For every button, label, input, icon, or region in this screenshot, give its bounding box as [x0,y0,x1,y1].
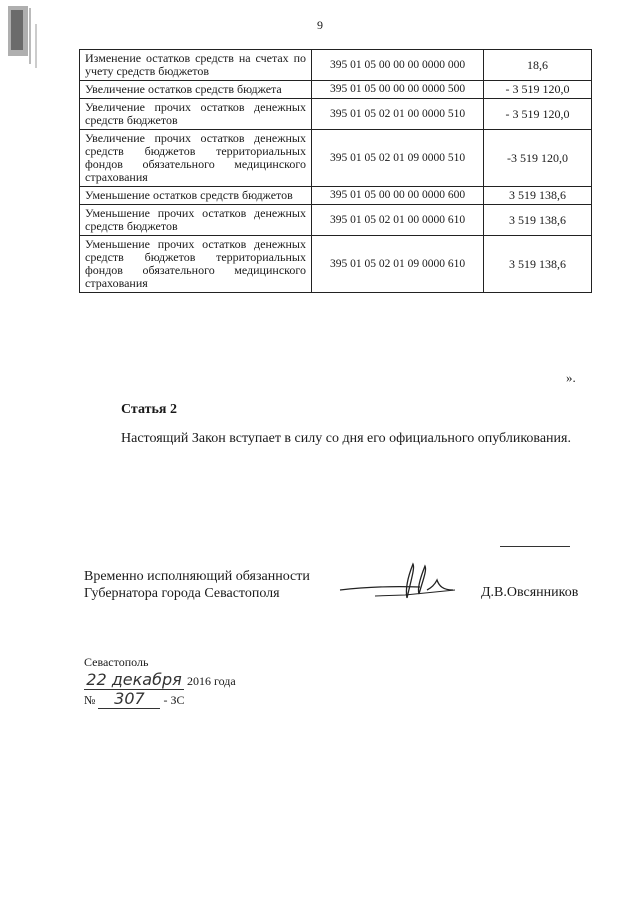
signer-name: Д.В.Овсянников [481,585,579,600]
row-value-cell: -3 519 120,0 [484,130,592,187]
table-row [80,130,592,187]
date-handwritten: 22 декабря [84,670,184,690]
row-code-cell: 395 01 05 00 00 00 0000 500 [312,81,484,99]
row-name-cell: Уменьшение прочих остатков денежных средств бюджетов [80,205,312,236]
row-value-cell: 3 519 138,6 [484,205,592,236]
closing-quote: ». [566,370,576,385]
table-row [80,205,592,236]
signer-title [84,568,310,602]
number-prefix: № [84,693,96,707]
place-label: Севастополь [84,655,149,669]
table-row [80,236,592,293]
row-name-cell: Увеличение прочих остатков денежных средств бюджетов [80,99,312,130]
article-title: Статья 2 [121,402,177,417]
row-name-cell: Увеличение прочих остатков денежных средств бюджетов территориальных фондов обязательного медицинского страхования [80,130,312,187]
row-name-cell: Уменьшение остатков средств бюджетов [80,187,312,205]
number-suffix: - ЗС [163,693,185,707]
signature-line [500,546,570,547]
table-row [80,50,592,81]
row-value-cell: 3 519 138,6 [484,187,592,205]
date-suffix: 2016 года [187,674,236,688]
date-line [84,670,236,688]
row-value-cell: 18,6 [484,50,592,81]
row-code-cell: 395 01 05 00 00 00 0000 000 [312,50,484,81]
row-value-cell: - 3 519 120,0 [484,99,592,130]
row-name-cell: Уменьшение прочих остатков денежных средств бюджетов территориальных фондов обязательного медицинского страхования [80,236,312,293]
staple-mark-image [6,4,40,70]
handwritten-signature [335,560,470,605]
signer-title-line2: Губернатора города Севастополя [84,586,280,601]
sources-table [79,49,592,293]
table-row [80,187,592,205]
row-code-cell: 395 01 05 02 01 09 0000 610 [312,236,484,293]
page-number: 9 [317,18,323,32]
number-line [84,689,184,707]
article-text: Настоящий Закон вступает в силу со дня его официального опубликования. [121,431,571,446]
number-handwritten: 307 [98,689,160,709]
table-row [80,99,592,130]
row-code-cell: 395 01 05 02 01 09 0000 510 [312,130,484,187]
row-name-cell: Увеличение остатков средств бюджета [80,81,312,99]
row-code-cell: 395 01 05 02 01 00 0000 610 [312,205,484,236]
signer-title-line1: Временно исполняющий обязанности [84,569,310,584]
row-name-cell: Изменение остатков средств на счетах по учету средств бюджетов [80,50,312,81]
row-value-cell: - 3 519 120,0 [484,81,592,99]
row-code-cell: 395 01 05 02 01 00 0000 510 [312,99,484,130]
row-code-cell: 395 01 05 00 00 00 0000 600 [312,187,484,205]
row-value-cell: 3 519 138,6 [484,236,592,293]
table-row [80,81,592,99]
